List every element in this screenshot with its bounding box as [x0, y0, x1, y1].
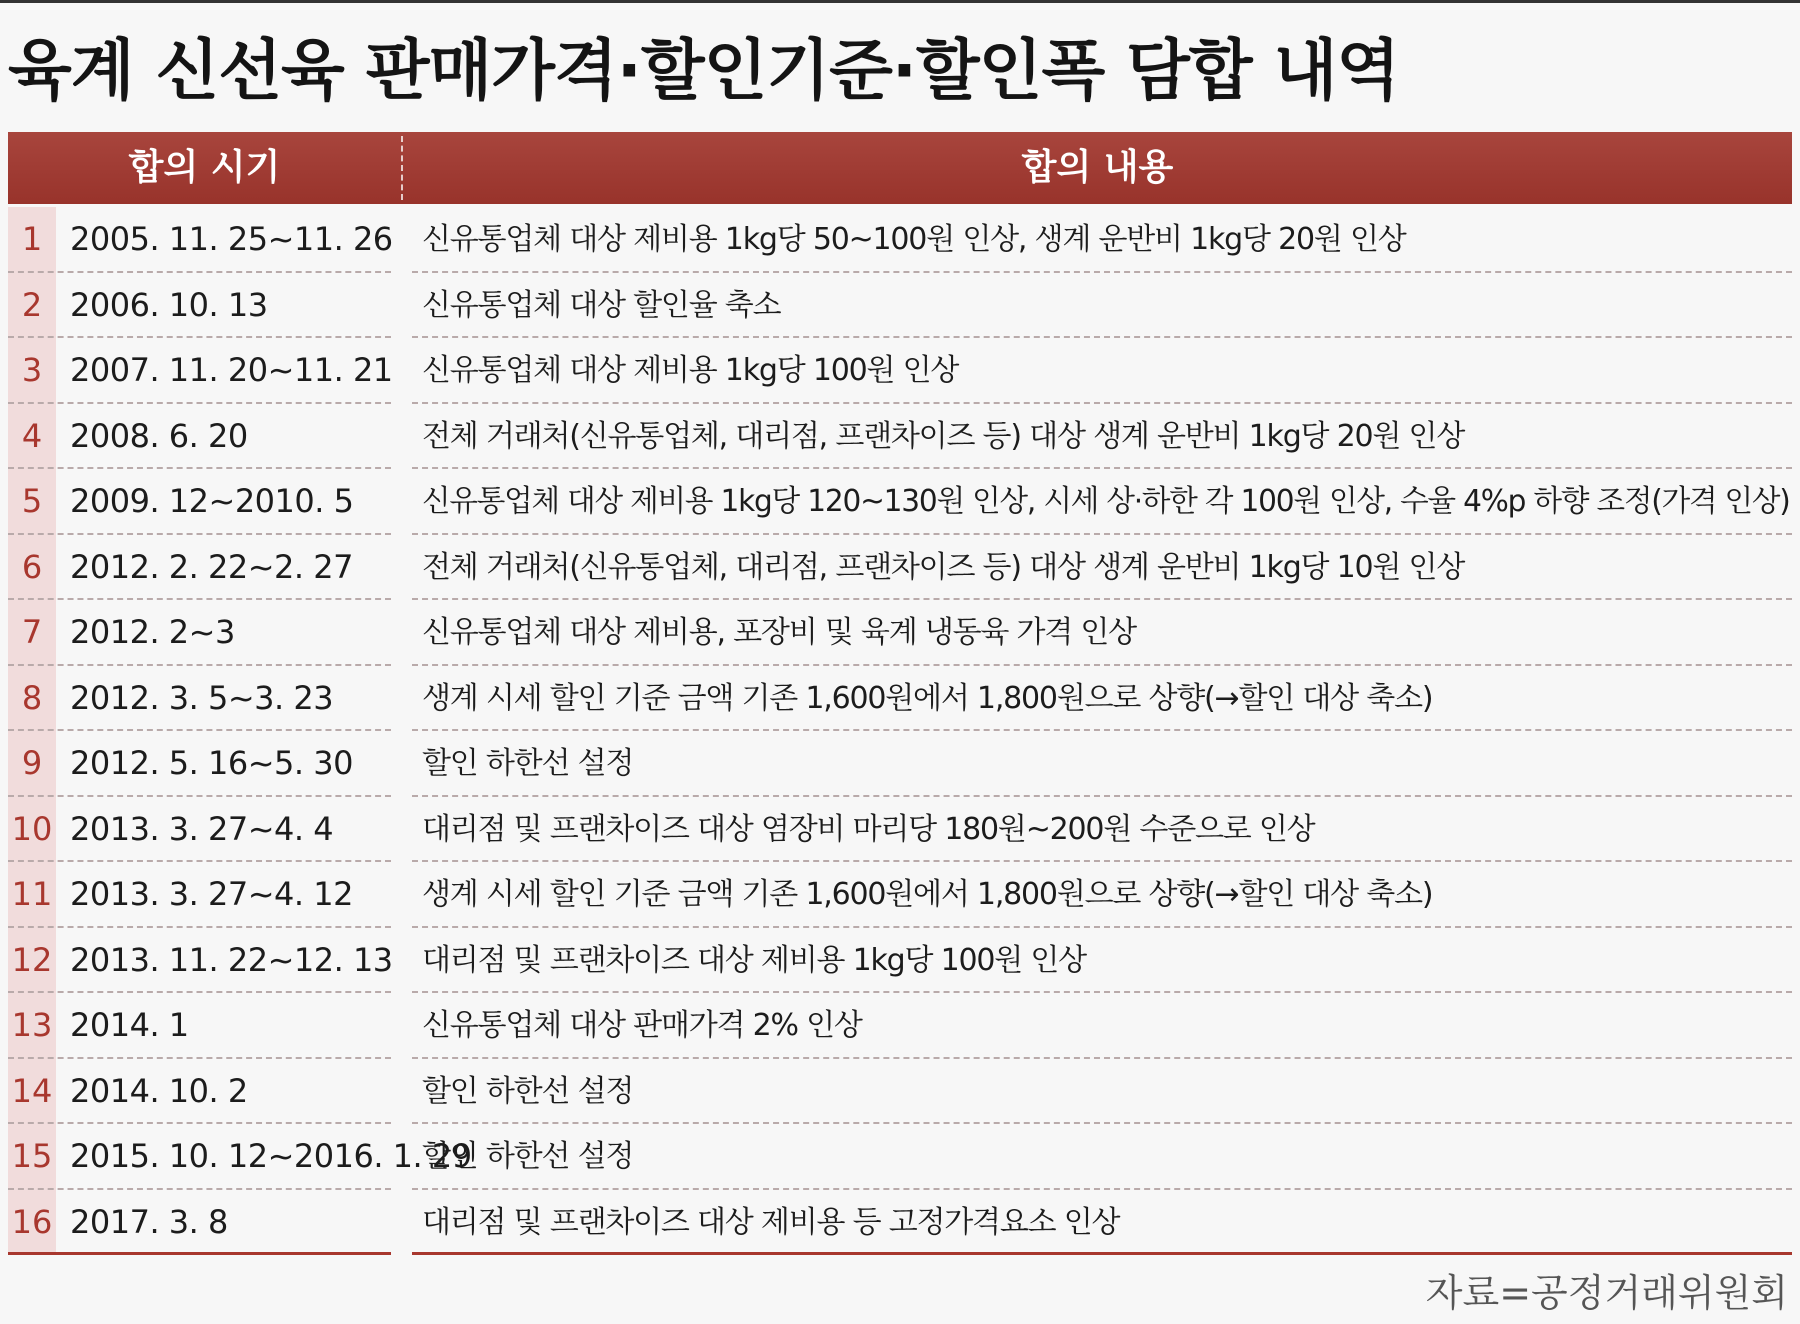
row-date: 2013. 3. 27~4. 4	[70, 809, 334, 848]
row-date: 2012. 3. 5~3. 23	[70, 678, 334, 717]
table-body	[0, 207, 1800, 1255]
row-date: 2009. 12~2010. 5	[70, 482, 354, 520]
page-title: 육계 신선육 판매가격·할인기준·할인폭 담합 내역	[8, 32, 1400, 109]
row-content: 할인 하한선 설정	[422, 1073, 634, 1109]
row-content: 생계 시세 할인 기준 금액 기존 1,600원에서 1,800원으로 상향(→할인 대상 축소)	[422, 877, 1433, 912]
table-header	[8, 132, 1792, 204]
row-number: 15	[8, 1124, 56, 1190]
row-content: 전체 거래처(신유통업체, 대리점, 프랜차이즈 등) 대상 생계 운반비 1kg당 10원 인상	[422, 549, 1465, 585]
row-number: 6	[8, 535, 56, 601]
row-content: 신유통업체 대상 판매가격 2% 인상	[422, 1008, 862, 1043]
row-number: 11	[8, 862, 56, 928]
row-number: 3	[8, 338, 56, 404]
row-content: 할인 하한선 설정	[422, 1139, 634, 1174]
row-number: 10	[8, 797, 56, 863]
row-number: 12	[8, 928, 56, 994]
source-credit: 자료=공정거래위원회	[1425, 1271, 1788, 1315]
row-content: 신유통업체 대상 제비용 1kg당 120~130원 인상, 시세 상·하한 각 100원 인상, 수율 4%p 하향 조정(가격 인상)	[422, 484, 1790, 519]
table-bottom-rule	[412, 1252, 1792, 1255]
top-rule	[0, 0, 1800, 3]
table-row	[0, 600, 1800, 666]
row-number: 7	[8, 600, 56, 666]
row-date: 2006. 10. 13	[70, 285, 268, 324]
table-row	[0, 1059, 1800, 1125]
row-date: 2008. 6. 20	[70, 416, 248, 455]
row-number: 2	[8, 273, 56, 339]
row-content: 대리점 및 프랜차이즈 대상 제비용 등 고정가격요소 인상	[422, 1204, 1120, 1240]
row-date: 2017. 3. 8	[70, 1202, 228, 1241]
row-content: 대리점 및 프랜차이즈 대상 염장비 마리당 180원~200원 수준으로 인상	[422, 811, 1315, 847]
table-row	[0, 404, 1800, 470]
row-number: 13	[8, 993, 56, 1059]
row-date: 2013. 3. 27~4. 12	[70, 875, 353, 913]
row-content: 대리점 및 프랜차이즈 대상 제비용 1kg당 100원 인상	[422, 942, 1086, 978]
row-date: 2012. 5. 16~5. 30	[70, 744, 353, 782]
row-number: 4	[8, 404, 56, 470]
row-content: 신유통업체 대상 제비용 1kg당 50~100원 인상, 생계 운반비 1kg당 20원 인상	[422, 222, 1406, 257]
row-number: 8	[8, 666, 56, 732]
table-row	[0, 1124, 1800, 1190]
table-row	[0, 666, 1800, 732]
table-bottom-rule	[8, 1252, 391, 1255]
row-date: 2013. 11. 22~12. 13	[70, 940, 393, 979]
row-content: 신유통업체 대상 할인율 축소	[422, 287, 781, 323]
row-content: 할인 하한선 설정	[422, 746, 634, 781]
row-date: 2015. 10. 12~2016. 1. 29	[70, 1137, 472, 1175]
row-number: 9	[8, 731, 56, 797]
row-number: 16	[8, 1190, 56, 1256]
row-date: 2012. 2. 22~2. 27	[70, 547, 353, 586]
table-row	[0, 862, 1800, 928]
table-row	[0, 731, 1800, 797]
table-row	[0, 273, 1800, 339]
row-number: 1	[8, 207, 56, 273]
row-date: 2012. 2~3	[70, 613, 235, 651]
table-row	[0, 535, 1800, 601]
table-row	[0, 207, 1800, 273]
row-content: 생계 시세 할인 기준 금액 기존 1,600원에서 1,800원으로 상향(→할인 대상 축소)	[422, 680, 1433, 716]
row-content: 전체 거래처(신유통업체, 대리점, 프랜차이즈 등) 대상 생계 운반비 1kg당 20원 인상	[422, 418, 1465, 454]
table-row	[0, 469, 1800, 535]
table-row	[0, 338, 1800, 404]
table-row	[0, 797, 1800, 863]
row-content: 신유통업체 대상 제비용 1kg당 100원 인상	[422, 353, 959, 388]
row-date: 2014. 1	[70, 1006, 189, 1044]
row-date: 2014. 10. 2	[70, 1071, 248, 1110]
table-row	[0, 993, 1800, 1059]
row-date: 2007. 11. 20~11. 21	[70, 351, 393, 389]
header-period: 합의 시기	[128, 147, 281, 188]
row-content: 신유통업체 대상 제비용, 포장비 및 육계 냉동육 가격 인상	[422, 615, 1136, 650]
header-content: 합의 내용	[1021, 147, 1174, 188]
row-number: 14	[8, 1059, 56, 1125]
row-number: 5	[8, 469, 56, 535]
table-row	[0, 928, 1800, 994]
row-date: 2005. 11. 25~11. 26	[70, 220, 393, 258]
table-row	[0, 1190, 1800, 1256]
